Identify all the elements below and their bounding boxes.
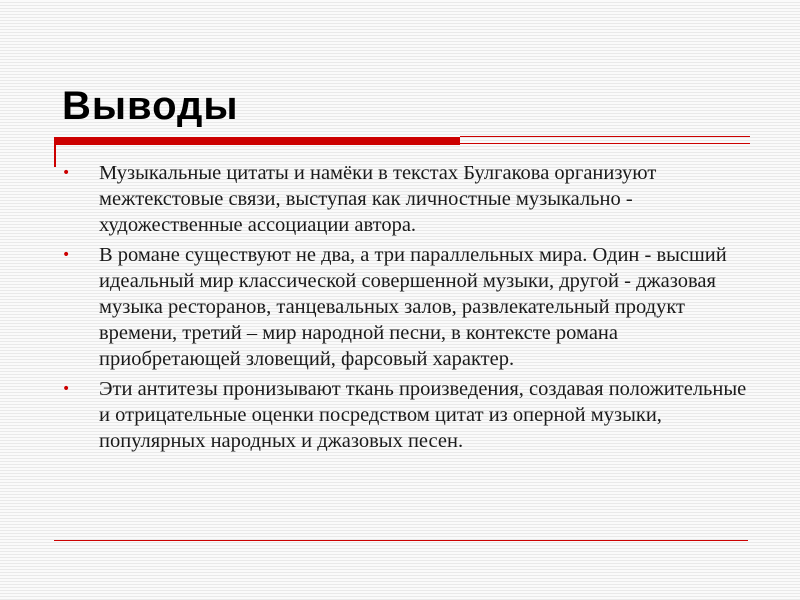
bullet-icon: • (62, 381, 71, 397)
bullet-list (0, 160, 800, 458)
footer-rule (54, 540, 748, 541)
bullet-text: Эти антитезы пронизывают ткань произведения, создавая положительные и отрицательные оценки посредством цитат из оперной музыки, популярных народных и джазовых песен. (99, 378, 747, 452)
title-underline-thin-top (460, 136, 750, 137)
bullet-item (0, 160, 800, 238)
title-underline-thin-bottom (460, 143, 750, 144)
bullet-item (0, 242, 800, 372)
title-underline-thick (54, 137, 460, 145)
bullet-icon: • (62, 247, 71, 263)
bullet-text: Музыкальные цитаты и намёки в текстах Булгакова организуют межтекстовые связи, выступая как личностные музыкально - художественные ассоциации автора. (99, 162, 657, 236)
bullet-item (0, 376, 800, 454)
slide-title: Выводы (62, 84, 239, 128)
bullet-text: В романе существуют не два, а три параллельных мира. Один - высший идеальный мир классической совершенной музыки, другой - джазовая музыка ресторанов, танцевальных залов, развлекательный продукт времени, третий – мир народной песни, в контексте романа приобретающей зловещий, фарсовый характер. (99, 244, 727, 370)
bullet-icon: • (62, 165, 71, 181)
